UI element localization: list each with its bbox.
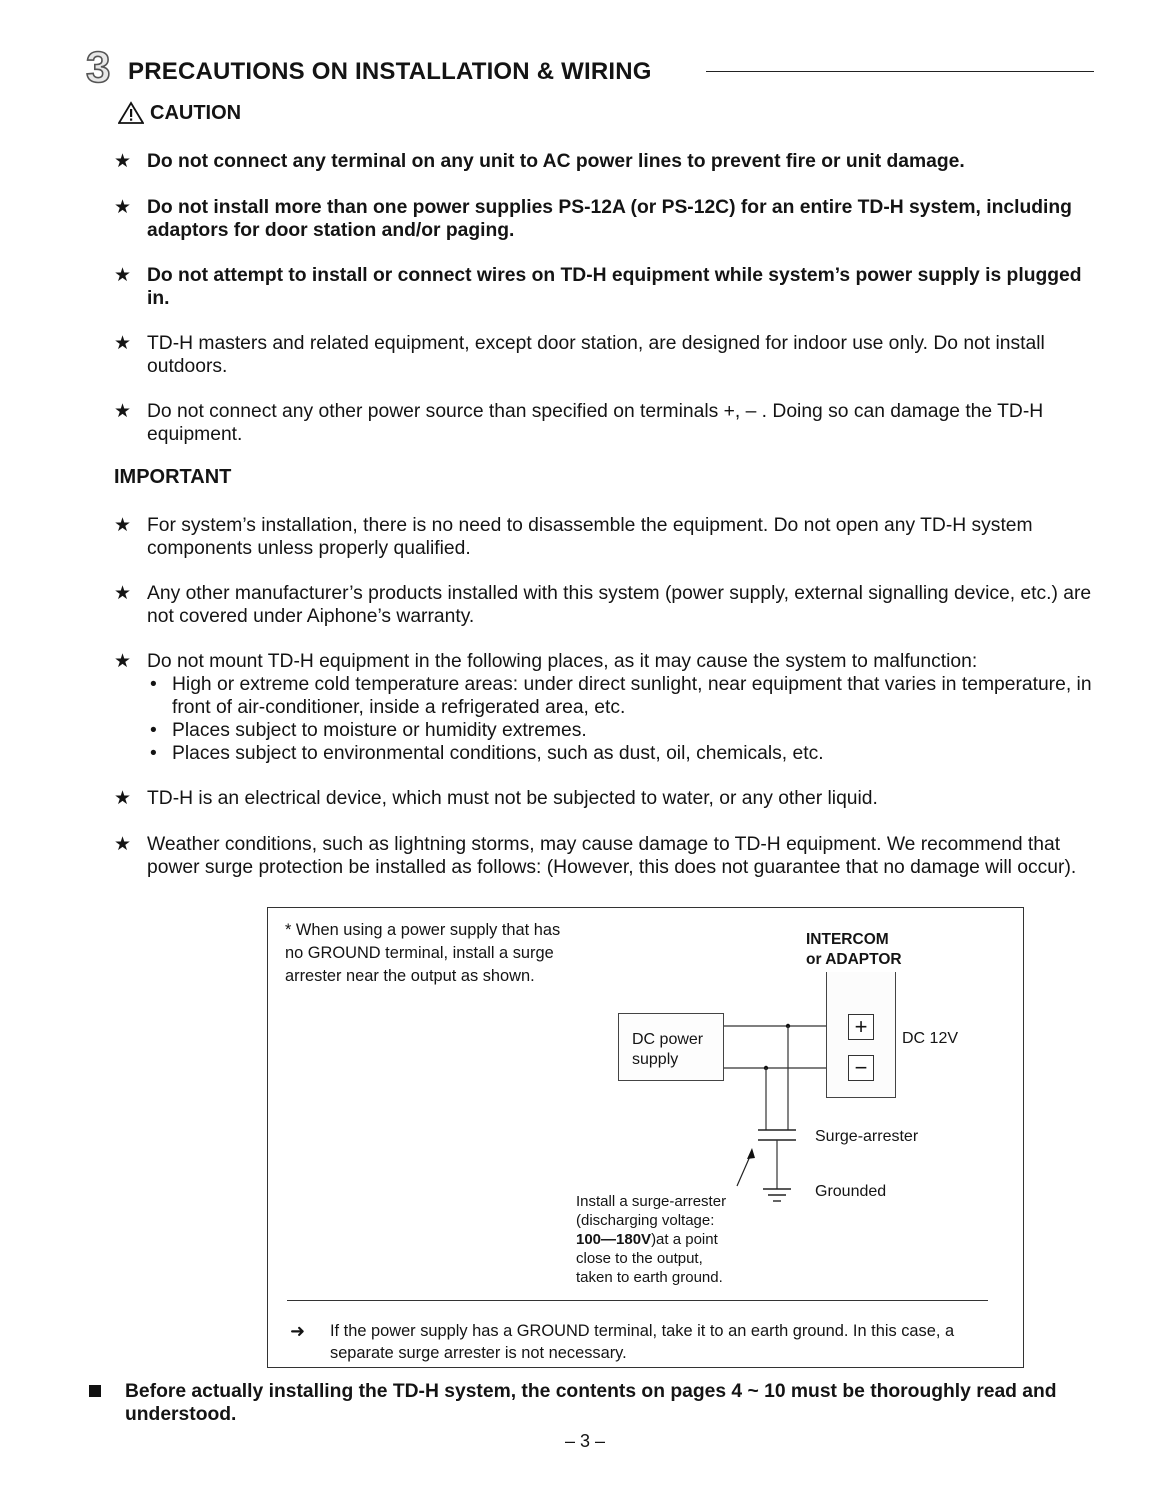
pointer-line xyxy=(737,1154,751,1186)
install-note xyxy=(576,1192,726,1287)
bullet-item xyxy=(147,673,1104,719)
surge-arrester-label: Surge-arrester xyxy=(815,1128,919,1145)
caution-item-text: Do not connect any other power source than specified on terminals +, – . Doing so can damage the TD-H equipment. xyxy=(147,401,1044,445)
star-icon: ★ xyxy=(114,151,132,172)
dc-12v-label: DC 12V xyxy=(902,1030,959,1047)
bullet-text: High or extreme cold temperature areas: under direct sunlight, near equipment that varies in temperature, in front of air-conditioner, inside a refrigerated area, etc. xyxy=(172,674,1092,718)
caution-item-text: Do not attempt to install or connect wires on TD-H equipment while system’s power supply is plugged in. xyxy=(147,265,1082,309)
caution-item xyxy=(114,400,1104,446)
caution-item-text: Do not connect any terminal on any unit to AC power lines to prevent fire or unit damage. xyxy=(147,151,965,172)
important-item-text: Any other manufacturer’s products installed with this system (power supply, external signalling device, etc.) are not covered under Aiphone’s warranty. xyxy=(147,583,1092,627)
caution-item-text: Do not install more than one power supplies PS-12A (or PS-12C) for an entire TD-H system, including adaptors for door station and/or paging. xyxy=(147,197,1072,241)
title-rule xyxy=(706,71,1094,72)
diagram-note: * When using a power supply that has no GROUND terminal, install a surge arrester near the output as shown. xyxy=(285,921,561,985)
section-title: PRECAUTIONS ON INSTALLATION & WIRING xyxy=(128,58,652,85)
install-note-rest: )at a point xyxy=(651,1231,718,1248)
install-note-line: (discharging voltage: xyxy=(576,1212,715,1229)
install-note-line: taken to earth ground. xyxy=(576,1269,723,1286)
star-icon: ★ xyxy=(114,651,132,672)
star-icon: ★ xyxy=(114,401,132,422)
page-number: – 3 – xyxy=(564,1431,606,1451)
install-note-line: close to the output, xyxy=(576,1250,703,1267)
caution-item xyxy=(114,196,1104,242)
dc-power-line1: DC power xyxy=(632,1031,704,1048)
important-heading: IMPORTANT xyxy=(114,466,232,488)
section-number: 3 xyxy=(86,43,111,92)
bullet-item xyxy=(147,719,1104,742)
bullet-icon: • xyxy=(150,720,157,741)
star-icon: ★ xyxy=(114,788,132,809)
caution-item xyxy=(114,264,1104,310)
caution-heading xyxy=(118,101,241,125)
dc-power-supply-box xyxy=(618,1013,724,1081)
pointer-arrowhead xyxy=(747,1148,755,1159)
star-icon: ★ xyxy=(114,583,132,604)
star-icon: ★ xyxy=(114,265,132,286)
final-note xyxy=(87,1380,1097,1426)
important-item xyxy=(114,514,1104,560)
bullet-text: Places subject to environmental conditions, such as dust, oil, chemicals, etc. xyxy=(172,743,824,764)
warning-triangle-icon xyxy=(118,101,144,125)
star-icon: ★ xyxy=(114,834,132,855)
intercom-label-line1: INTERCOM xyxy=(806,931,889,948)
star-icon: ★ xyxy=(114,333,132,354)
bullet-text: Places subject to moisture or humidity extremes. xyxy=(172,720,587,741)
star-icon: ★ xyxy=(114,197,132,218)
important-item xyxy=(114,582,1104,628)
arrow-right-icon: ➜ xyxy=(290,1321,306,1341)
intercom-label-line2: or ADAPTOR xyxy=(806,951,902,968)
tip-divider xyxy=(287,1300,988,1301)
important-item-text: Do not mount TD-H equipment in the following places, as it may cause the system to malfunction: xyxy=(147,651,978,672)
important-item-text: TD-H is an electrical device, which must not be subjected to water, or any other liquid. xyxy=(147,788,878,809)
important-item-text: Weather conditions, such as lightning storms, may cause damage to TD-H equipment. We recommend that power surge protection be installed as follows: (However, this does not guarantee that no damage will occur). xyxy=(147,834,1077,878)
square-bullet-icon xyxy=(89,1385,101,1397)
star-icon: ★ xyxy=(114,515,132,536)
negative-terminal: − xyxy=(848,1055,874,1081)
important-item-content xyxy=(147,650,1104,765)
dc-power-line2: supply xyxy=(632,1051,679,1068)
bullet-icon: • xyxy=(150,674,157,695)
important-item-text: For system’s installation, there is no need to disassemble the equipment. Do not open any TD-H system components unless properly qualified. xyxy=(147,515,1033,559)
voltage-range: 100—180V xyxy=(576,1231,652,1248)
grounded-label: Grounded xyxy=(815,1183,887,1200)
caution-item xyxy=(114,332,1104,378)
bullet-item xyxy=(147,742,1104,765)
positive-terminal: + xyxy=(848,1014,874,1040)
bullet-icon: • xyxy=(150,743,157,764)
ground-tip xyxy=(290,1320,970,1364)
important-item xyxy=(114,833,1104,879)
important-item xyxy=(114,787,1104,810)
caution-label: CAUTION xyxy=(150,101,242,124)
final-note-text: Before actually installing the TD-H system, the contents on pages 4 ~ 10 must be thoroughly read and understood. xyxy=(125,1381,1057,1425)
caution-item-text: TD-H masters and related equipment, except door station, are designed for indoor use only. Do not install outdoors. xyxy=(147,333,1045,377)
ground-tip-text: If the power supply has a GROUND terminal, take it to an earth ground. In this case, a separate surge arrester is not necessary. xyxy=(330,1322,955,1362)
install-note-line: Install a surge-arrester xyxy=(576,1193,727,1210)
caution-item xyxy=(114,150,1104,173)
install-note-line xyxy=(576,1230,726,1249)
important-item xyxy=(114,650,1104,765)
